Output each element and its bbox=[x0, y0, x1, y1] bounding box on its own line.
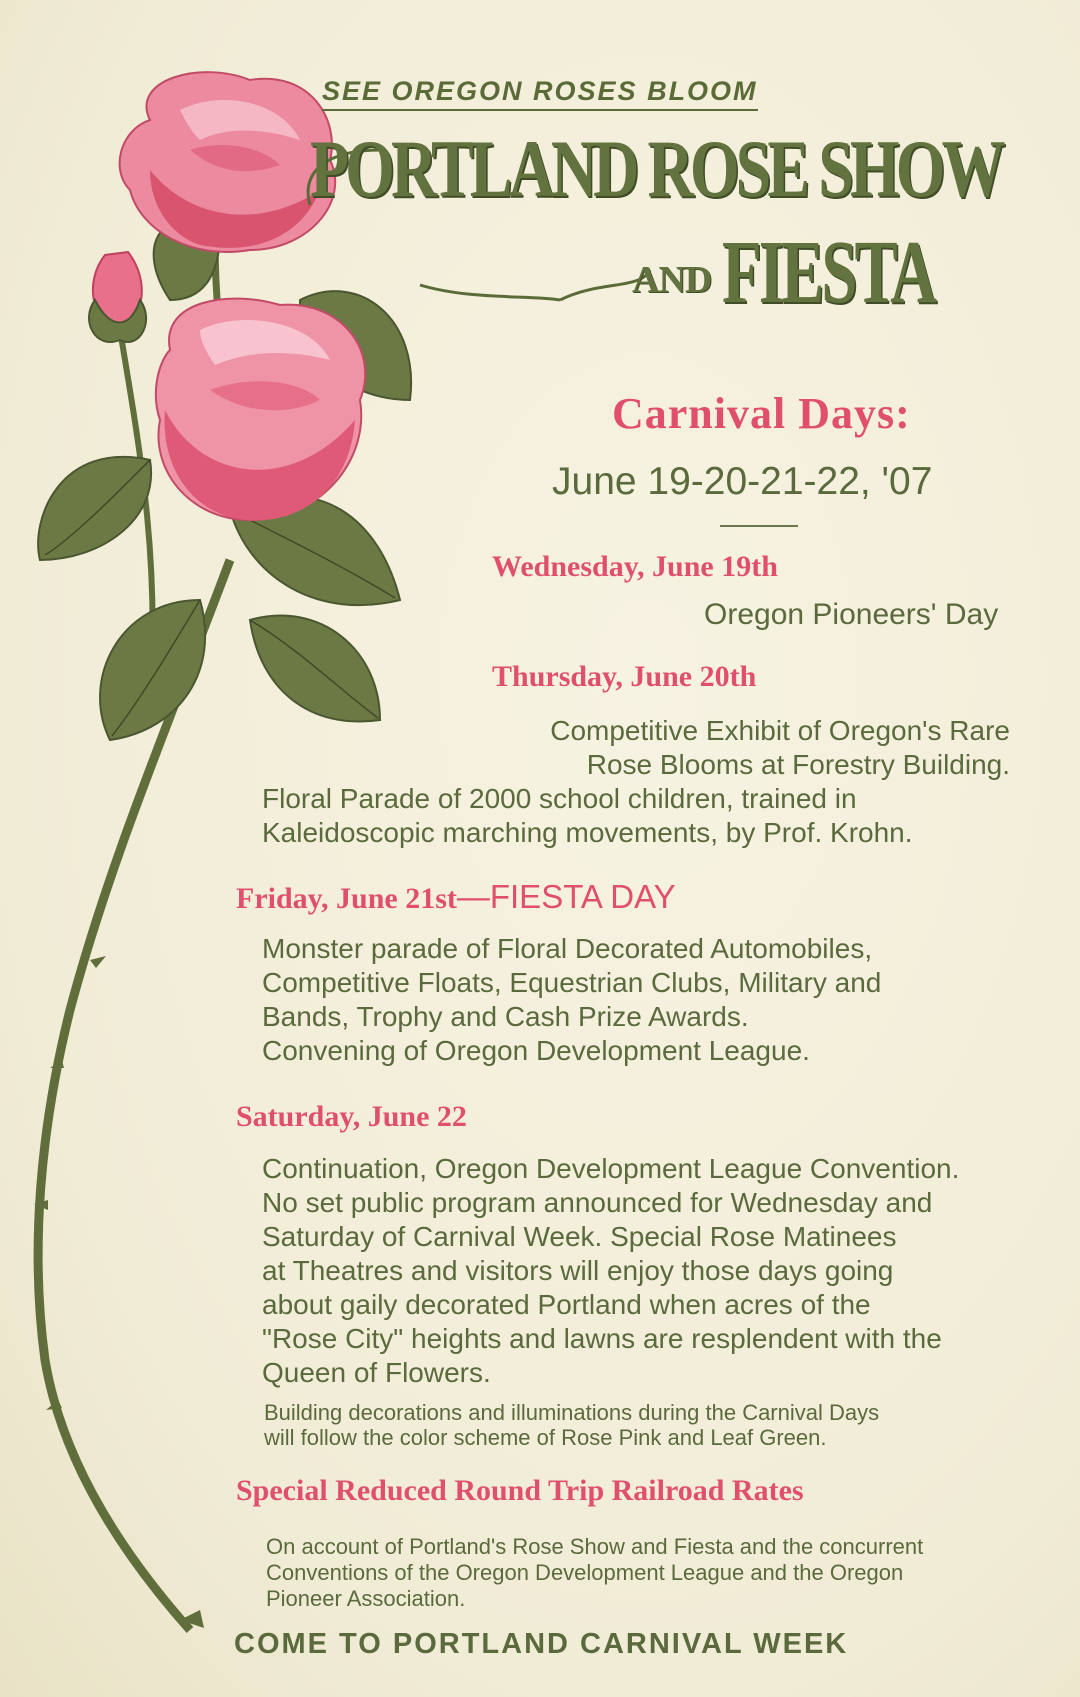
text-line: Saturday of Carnival Week. Special Rose Matinees bbox=[262, 1221, 897, 1252]
thursday-heading: Thursday, June 20th bbox=[492, 660, 757, 693]
railroad-rates-text bbox=[266, 1534, 1012, 1612]
text-line: about gaily decorated Portland when acres of the bbox=[262, 1289, 871, 1320]
friday-text bbox=[262, 932, 1010, 1068]
tagline: SEE OREGON ROSES BLOOM bbox=[322, 76, 758, 111]
carnival-days-heading: Carnival Days: bbox=[612, 389, 911, 438]
divider bbox=[720, 525, 798, 527]
text-line: Pioneer Association. bbox=[266, 1586, 466, 1611]
rose-top bbox=[120, 72, 336, 252]
text-line: Bands, Trophy and Cash Prize Awards. bbox=[262, 1001, 749, 1032]
text-line: Floral Parade of 2000 school children, trained in bbox=[262, 783, 857, 814]
text-line: Kaleidoscopic marching movements, by Prof. Krohn. bbox=[262, 817, 913, 848]
rose-bottom bbox=[156, 299, 365, 521]
text-line: Conventions of the Oregon Development League and the Oregon bbox=[266, 1560, 904, 1585]
thursday-text-bottom bbox=[262, 782, 1010, 850]
leaf bbox=[250, 616, 380, 722]
color-scheme-note bbox=[264, 1400, 1012, 1450]
friday-heading bbox=[236, 878, 676, 916]
friday-heading-date: Friday, June 21st bbox=[236, 882, 457, 915]
text-line: Competitive Floats, Equestrian Clubs, Military and bbox=[262, 967, 882, 998]
saturday-text bbox=[262, 1152, 1012, 1390]
text-line: Queen of Flowers. bbox=[262, 1357, 491, 1388]
thursday-text-top bbox=[514, 714, 1010, 782]
text-line: Competitive Exhibit of Oregon's Rare bbox=[550, 715, 1010, 746]
show-title: PORTLAND ROSE SHOW bbox=[310, 123, 1002, 214]
text-line: will follow the color scheme of Rose Pink and Leaf Green. bbox=[264, 1425, 827, 1450]
text-line: Convening of Oregon Development League. bbox=[262, 1035, 810, 1066]
text-line: Monster parade of Floral Decorated Automobiles, bbox=[262, 933, 873, 964]
text-line: Rose Blooms at Forestry Building. bbox=[586, 749, 1010, 780]
saturday-heading: Saturday, June 22 bbox=[236, 1100, 467, 1133]
text-line: On account of Portland's Rose Show and Fiesta and the concurrent bbox=[266, 1534, 924, 1559]
event-dates: June 19-20-21-22, '07 bbox=[552, 460, 933, 503]
thorn bbox=[90, 956, 106, 968]
text-line: Building decorations and illuminations during the Carnival Days bbox=[264, 1400, 880, 1425]
text-line: at Theatres and visitors will enjoy those days going bbox=[262, 1255, 894, 1286]
railroad-rates-heading: Special Reduced Round Trip Railroad Rates bbox=[236, 1474, 804, 1507]
text-line: "Rose City" heights and lawns are resplendent with the bbox=[262, 1323, 942, 1354]
friday-heading-suffix: —FIESTA DAY bbox=[456, 878, 676, 915]
leaf bbox=[38, 457, 151, 560]
show-title-and: AND bbox=[632, 259, 712, 301]
text-line: No set public program announced for Wednesday and bbox=[262, 1187, 933, 1218]
wednesday-heading: Wednesday, June 19th bbox=[492, 550, 778, 583]
text-line: Continuation, Oregon Development League Convention. bbox=[262, 1153, 960, 1184]
leaf bbox=[100, 600, 205, 740]
rose-bud bbox=[89, 252, 146, 342]
show-title-fiesta: FIESTA bbox=[722, 223, 934, 322]
wednesday-text: Oregon Pioneers' Day bbox=[704, 598, 999, 631]
closing-slogan: COME TO PORTLAND CARNIVAL WEEK bbox=[234, 1628, 849, 1660]
